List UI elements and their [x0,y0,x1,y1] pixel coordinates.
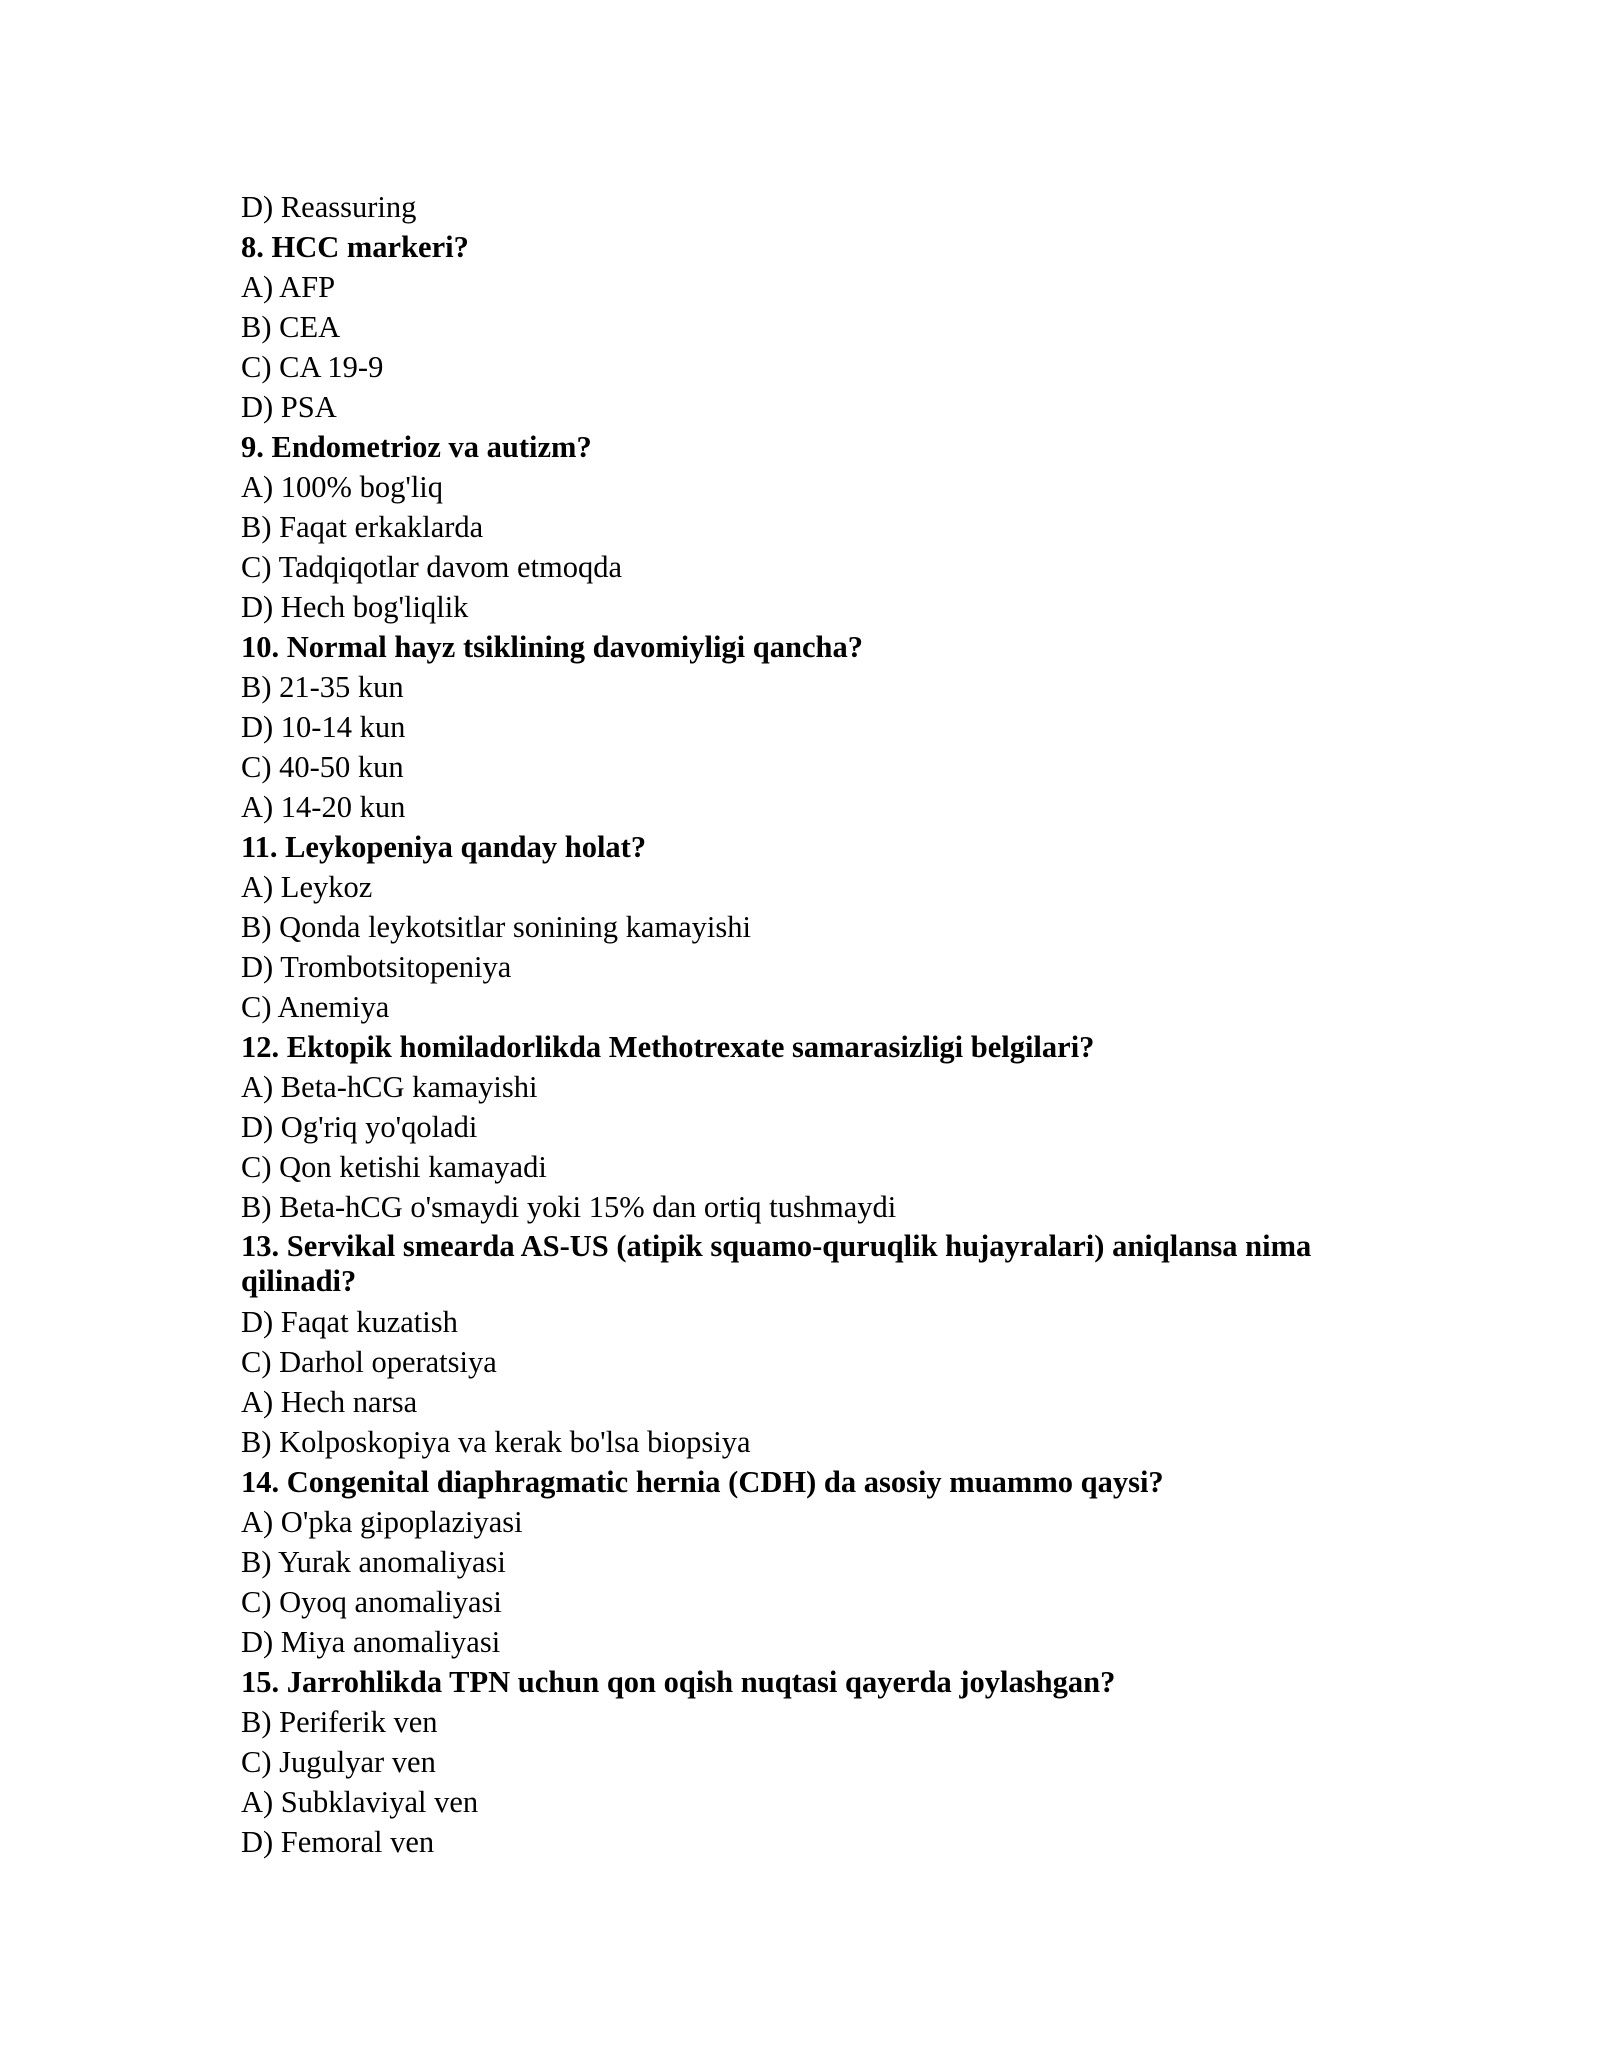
answer-option: D) PSA [241,390,337,424]
answer-option: C) Tadqiqotlar davom etmoqda [241,550,623,584]
quiz-content [241,187,1371,1862]
answer-option: D) 10-14 kun [241,710,406,744]
answer-option: D) Miya anomaliyasi [241,1625,501,1659]
question-heading: 13. Servikal smearda AS-US (atipik squamo-quruqlik hujayralari) aniqlansa nima qilinadi? [241,1229,1312,1298]
answer-option: A) Beta-hCG kamayishi [241,1070,538,1104]
answer-option: B) 21-35 kun [241,670,404,704]
answer-option: C) Anemiya [241,990,390,1024]
answer-option: B) Qonda leykotsitlar sonining kamayishi [241,910,751,944]
question-heading: 10. Normal hayz tsiklining davomiyligi qancha? [241,630,863,664]
answer-option: B) Kolposkopiya va kerak bo'lsa biopsiya [241,1425,751,1459]
answer-option: A) Hech narsa [241,1385,418,1419]
answer-option: B) Beta-hCG o'smaydi yoki 15% dan ortiq tushmaydi [241,1190,897,1224]
answer-option: A) Leykoz [241,870,373,904]
question-heading: 8. HCC markeri? [241,230,469,264]
answer-option: D) Og'riq yo'qoladi [241,1110,478,1144]
answer-option: A) 14-20 kun [241,790,406,824]
answer-option: B) CEA [241,310,341,344]
answer-option: B) Periferik ven [241,1705,438,1739]
question-heading: 14. Congenital diaphragmatic hernia (CDH) da asosiy muammo qaysi? [241,1465,1164,1499]
answer-option: C) Darhol operatsiya [241,1345,497,1379]
answer-option: C) Jugulyar ven [241,1745,436,1779]
question-heading: 11. Leykopeniya qanday holat? [241,830,647,864]
answer-option: C) CA 19-9 [241,350,384,384]
answer-option: A) AFP [241,270,336,304]
answer-option: A) 100% bog'liq [241,470,444,504]
answer-option: C) Qon ketishi kamayadi [241,1150,547,1184]
answer-option: C) 40-50 kun [241,750,404,784]
answer-option: C) Oyoq anomaliyasi [241,1585,502,1619]
question-heading: 15. Jarrohlikda TPN uchun qon oqish nuqtasi qayerda joylashgan? [241,1665,1116,1699]
answer-option: A) Subklaviyal ven [241,1785,479,1819]
answer-option: D) Faqat kuzatish [241,1305,458,1339]
answer-option: B) Faqat erkaklarda [241,510,484,544]
answer-option: D) Hech bog'liqlik [241,590,469,624]
question-heading: 9. Endometrioz va autizm? [241,430,592,464]
answer-option: A) O'pka gipoplaziyasi [241,1505,523,1539]
answer-option: D) Femoral ven [241,1825,435,1859]
answer-option: D) Reassuring [241,190,417,224]
answer-option: B) Yurak anomaliyasi [241,1545,506,1579]
question-heading: 12. Ektopik homiladorlikda Methotrexate samarasizligi belgilari? [241,1030,1095,1064]
answer-option: D) Trombotsitopeniya [241,950,512,984]
